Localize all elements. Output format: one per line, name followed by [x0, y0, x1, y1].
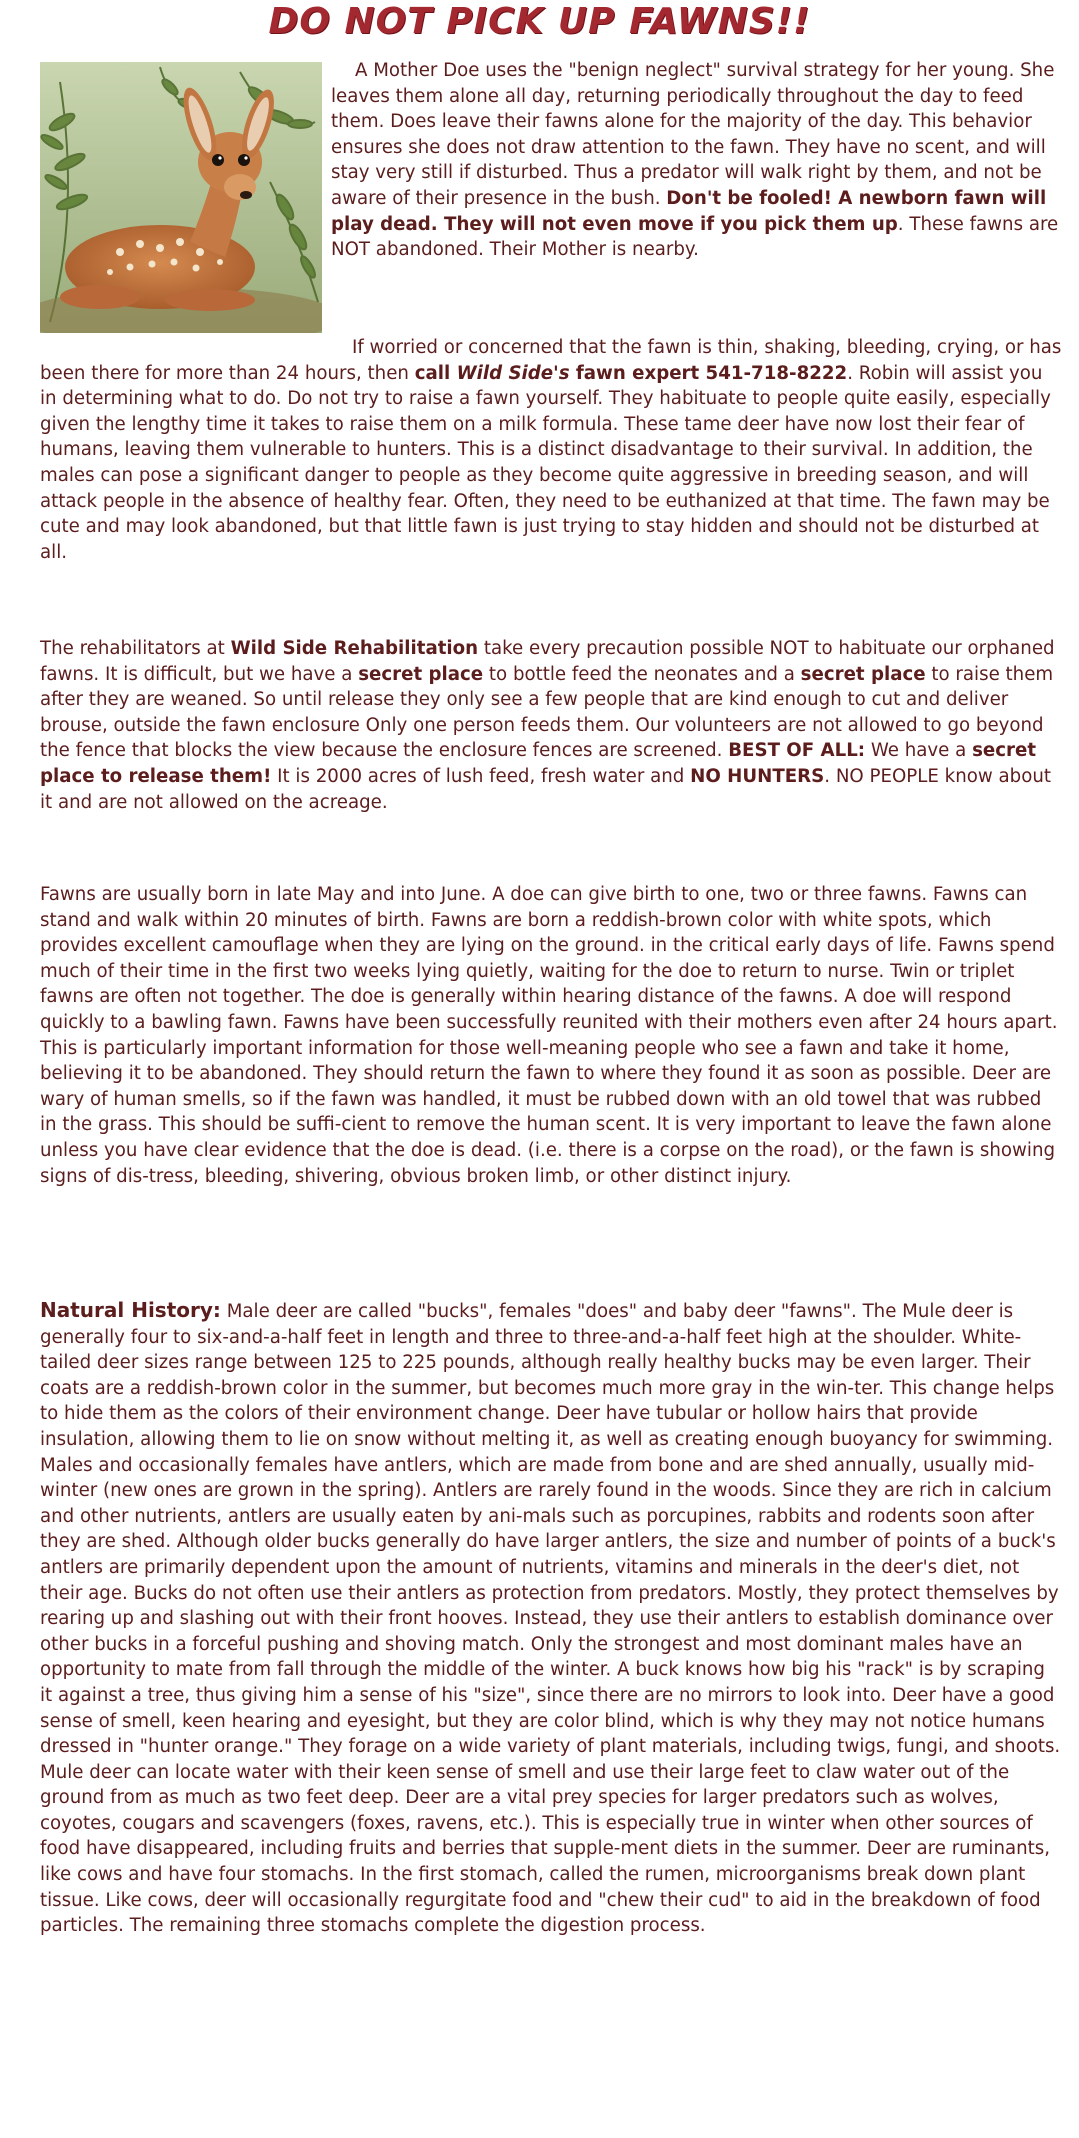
rehab-secret-release: secret place to release them!	[40, 740, 1037, 787]
fawn-illustration	[40, 62, 322, 333]
page-title: DO NOT PICK UP FAWNS!!	[268, 1, 811, 42]
intro-text-1: A Mother Doe uses the "benign neglect" survival strategy for her young. She leaves them alone all day, returning periodically throughout the day to feed them. Does leave their fawns alone for the majority of the day. This behavior ensures she does not draw attention to the fawn. They have no scent, and will stay very still if disturbed. Thus a predator will walk right by them, and not be aware of their presence in the bush.	[331, 60, 1055, 209]
worry-text-2: . Robin will assist you in determining what to do. Do not try to raise a fawn yourself. They habituate to people quite easily, especially given the lengthy time it takes to raise them on a milk formula. These tame deer have now lost their fear of humans, leaving them vulnerable to hunters. This is a distinct disadvantage to their survival. In addition, the males can pose a significant danger to people as they become quite aggressive in breeding season, and will attack people in the absence of healthy fear. Often, they need to be euthanized at that time. The fawn may be cute and may look abandoned, but that little fawn is just trying to stay hidden and should not be disturbed at all.	[40, 362, 1051, 563]
rehab-text-2: take every precaution possible NOT to habituate our orphaned fawns. It is difficult, but we have a	[40, 638, 1055, 685]
rehab-secret-place-1: secret place	[358, 663, 484, 685]
rehab-text-7: . NO PEOPLE know about it and are not allowed on the acreage.	[40, 765, 1051, 813]
intro-bold-warning: Don't be fooled! A newborn fawn will play dead. They will not even move if you pick them up	[331, 187, 1047, 235]
worry-call: call	[414, 362, 457, 384]
worry-expert-phone: fawn expert 541-718-8222	[569, 362, 848, 384]
intro-text-2: . These fawns are NOT abandoned. Their Mother is nearby.	[331, 213, 1059, 261]
rehab-text-1: The rehabilitators at	[40, 638, 231, 659]
worry-paragraph	[40, 335, 1062, 565]
rehab-text-4: to raise them after they are weaned. So until release they only see a few people that are kind enough to cut and deliver brouse, outside the fawn enclosure Only one person feeds them. Our volunteers are not allowed to go beyond the fence that blocks the view because the enclosure fences are screened.	[40, 663, 1054, 762]
rehab-org-name: Wild Side Rehabilitation	[230, 638, 479, 659]
rehab-paragraph	[40, 636, 1062, 815]
worry-text-1: If worried or concerned that the fawn is thin, shaking, bleeding, crying, or has been there for more than 24 hours, then	[40, 337, 1062, 384]
birth-paragraph: Fawns are usually born in late May and into June. A doe can give birth to one, two or three fawns. Fawns can stand and walk within 20 minutes of birth. Fawns are born a reddish-brown color with white spots, which provides excellent camouflage when they are lying on the ground. in the critical early days of life. Fawns spend much of their time in the first two weeks lying quietly, waiting for the doe to return to nurse. Twin or triplet fawns are often not together. The doe is generally within hearing distance of the fawns. A doe will respond quickly to a bawling fawn. Fawns have been successfully reunited with their mothers even after 24 hours apart. This is particularly important information for those well-meaning people who see a fawn and take it home, believing it to be abandoned. They should return the fawn to where they found it as soon as possible. Deer are wary of human smells, so if the fawn was handled, it must be rubbed down with an old towel that was rubbed in the grass. This should be suffi-cient to remove the human scent. It is very important to leave the fawn alone unless you have clear evidence that the doe is dead. (i.e. there is a corpse on the road), or the fawn is showing signs of dis-tress, bleeding, shivering, obvious broken limb, or other distinct injury.	[40, 884, 1058, 1187]
worry-org-name: Wild Side's	[456, 362, 570, 384]
rehab-secret-place-2: secret place	[800, 663, 926, 685]
rehab-text-5: We have a	[865, 740, 973, 762]
natural-history-heading: Natural History:	[40, 1298, 221, 1322]
rehab-text-3: to bottle feed the neonates and a	[483, 663, 801, 685]
intro-paragraph	[331, 58, 1061, 263]
natural-history-paragraph	[40, 1298, 1062, 1939]
natural-history-text: Male deer are called "bucks", females "does" and baby deer "fawns". The Mule deer is generally four to six-and-a-half feet in length and three to three-and-a-half feet high at the shoulder. White-tailed deer sizes range between 125 to 225 pounds, although really healthy bucks may be even larger. Their coats are a reddish-brown color in the summer, but becomes much more gray in the win-ter. This change helps to hide them as the colors of their environment change. Deer have tubular or hollow hairs that provide insulation, allowing them to lie on snow without melting it, as well as creating enough buoyancy for swimming. Males and occasionally females have antlers, which are made from bone and are shed annually, usually mid-winter (new ones are grown in the spring). Antlers are rarely found in the woods. Since they are rich in calcium and other nutrients, antlers are usually eaten by ani-mals such as porcupines, rabbits and rodents soon after they are shed. Although older bucks generally do have larger antlers, the size and number of points of a buck's antlers are primarily dependent upon the amount of nutrients, vitamins and minerals in the deer's diet, not their age. Bucks do not often use their antlers as protection from predators. Mostly, they protect themselves by rearing up and slashing out with their front hooves. Instead, they use their antlers to establish dominance over other bucks in a forceful pushing and shoving match. Only the strongest and most dominant males have an opportunity to mate from fall through the middle of the winter. A buck knows how big his "rack" is by scraping it against a tree, thus giving him a sense of his "size", since there are no mirrors to look into. Deer have a good sense of smell, keen hearing and eyesight, but they are color blind, which is why they may not notice humans dressed in "hunter orange." They forage on a wide variety of plant materials, including twigs, fungi, and shoots. Mule deer can locate water with their keen sense of smell and use their large feet to claw water out of the ground from as much as two feet deep. Deer are a vital prey species for larger predators such as wolves, coyotes, cougars and scavengers (foxes, ravens, etc.). This is especially true in winter when other sources of food have disappeared, including fruits and berries that supple-ment diets in the summer. Deer are ruminants, like cows and have four stomachs. In the first stomach, called the rumen, microorganisms break down plant tissue. Like cows, deer will occasionally regurgitate food and "chew their cud" to aid in the breakdown of food particles. The remaining three stomachs complete the digestion process.	[40, 1301, 1061, 1937]
rehab-best-of-all: BEST OF ALL:	[728, 740, 866, 762]
rehab-no-hunters: NO HUNTERS	[690, 765, 825, 787]
fawn-illustration-icon	[40, 62, 322, 333]
rehab-text-6: It is 2000 acres of lush feed, fresh water and	[271, 765, 691, 787]
